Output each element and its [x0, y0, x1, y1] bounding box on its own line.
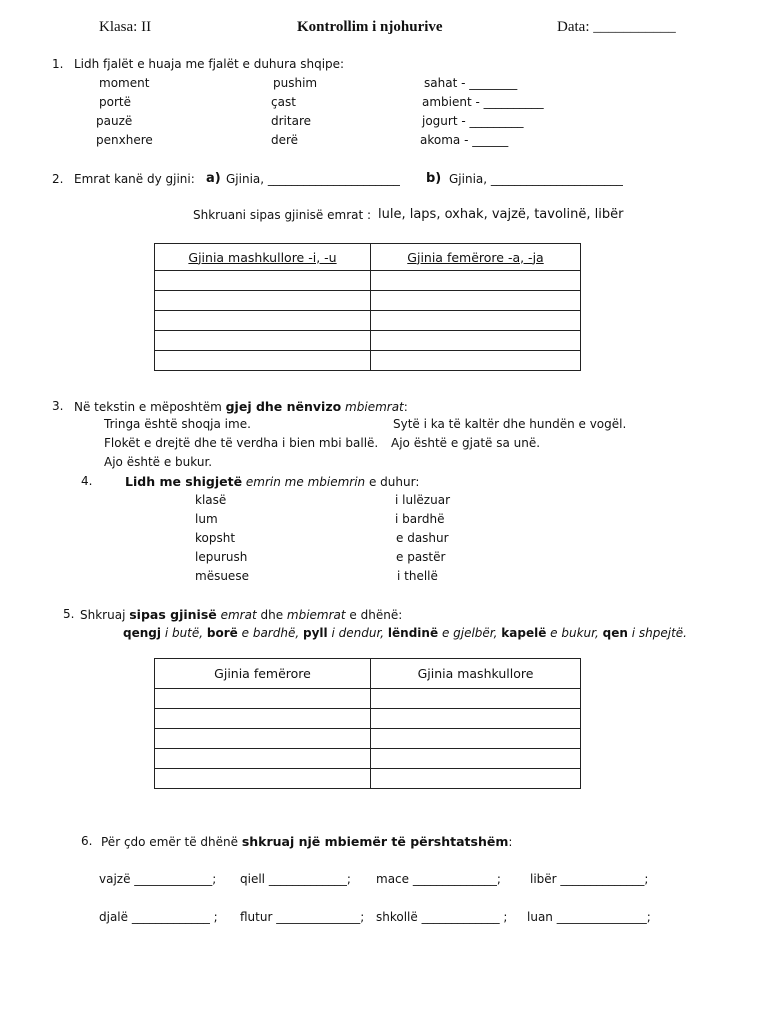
q4-noun: klasë — [195, 493, 227, 507]
q5-gender-table — [154, 658, 581, 789]
q3-number: 3. — [52, 399, 64, 413]
q1-word: pushim — [273, 76, 318, 90]
q2-a-blank[interactable]: Gjinia, ______________________ — [226, 172, 400, 186]
q5-adjective: i dendur, — [331, 626, 385, 640]
q3-text-line: Tringa është shoqja ime. — [104, 417, 251, 431]
q4-adjective: i bardhë — [395, 512, 445, 526]
q1-blank-line[interactable]: akoma - ______ — [420, 133, 509, 147]
answer-cell[interactable] — [371, 271, 581, 291]
answer-cell[interactable] — [371, 311, 581, 331]
table-row — [155, 331, 581, 351]
answer-cell[interactable] — [371, 351, 581, 371]
q2-number: 2. — [52, 172, 64, 186]
q1-word: derë — [271, 133, 299, 147]
page-title: Kontrollim i njohurive — [297, 19, 443, 35]
q6-blank[interactable]: djalë _____________ ; — [99, 910, 218, 924]
q3-text-line: Ajo është e gjatë sa unë. — [391, 436, 541, 450]
answer-cell[interactable] — [371, 331, 581, 351]
q6-blank[interactable]: libër ______________; — [530, 872, 649, 886]
q3-text-line: Sytë i ka të kaltër dhe hundën e vogël. — [393, 417, 627, 431]
table-row — [155, 769, 581, 789]
q2-header-feminine: Gjinia femërore -a, -ja — [371, 244, 581, 271]
table-row — [155, 351, 581, 371]
q1-word: çast — [271, 95, 296, 109]
q4-adjective: e pastër — [396, 550, 446, 564]
q4-adjective: i lulëzuar — [395, 493, 450, 507]
q4-noun: lepurush — [195, 550, 248, 564]
q6-blank[interactable]: luan _______________; — [527, 910, 651, 924]
q1-blank-line[interactable]: jogurt - _________ — [422, 114, 524, 128]
answer-cell[interactable] — [155, 769, 371, 789]
q5-prompt: Shkruaj sipas gjinisë emrat dhe mbiemrat e dhënë: — [80, 607, 403, 622]
q5-adjective: i butë, — [164, 626, 204, 640]
q5-word-list — [123, 626, 687, 640]
q4-adjective: i thellë — [397, 569, 438, 583]
q2-b-label: b) — [426, 171, 442, 186]
q3-prompt: Në tekstin e mëposhtëm gjej dhe nënvizo mbiemrat: — [74, 399, 408, 414]
q2-word-list: lule, laps, oxhak, vajzë, tavolinë, libër — [378, 207, 624, 222]
q1-word: pauzë — [96, 114, 133, 128]
table-row — [155, 749, 581, 769]
q5-noun: kapelë — [501, 626, 547, 640]
answer-cell[interactable] — [155, 749, 371, 769]
q5-noun: qen — [602, 626, 628, 640]
table-row — [155, 311, 581, 331]
q4-noun: kopsht — [195, 531, 236, 545]
answer-cell[interactable] — [371, 729, 581, 749]
answer-cell[interactable] — [371, 709, 581, 729]
answer-cell[interactable] — [371, 749, 581, 769]
q4-noun: lum — [195, 512, 218, 526]
q6-blank[interactable]: mace ______________; — [376, 872, 501, 886]
q5-noun: lëndinë — [387, 626, 439, 640]
q1-blank-line[interactable]: sahat - ________ — [424, 76, 518, 90]
q2-a-label: a) — [206, 171, 221, 186]
table-row — [155, 689, 581, 709]
q2-instruction: Shkruani sipas gjinisë emrat : — [193, 208, 372, 222]
table-row — [155, 271, 581, 291]
table-row — [155, 291, 581, 311]
q2-header-masculine: Gjinia mashkullore -i, -u — [155, 244, 371, 271]
answer-cell[interactable] — [155, 311, 371, 331]
q6-blank[interactable]: shkollë _____________ ; — [376, 910, 508, 924]
q1-prompt: Lidh fjalët e huaja me fjalët e duhura shqipe: — [74, 57, 345, 71]
q6-blank[interactable]: vajzë _____________; — [99, 872, 217, 886]
q5-noun: qengj — [123, 626, 161, 640]
answer-cell[interactable] — [155, 689, 371, 709]
class-label: Klasa: II — [99, 19, 152, 35]
table-row — [155, 729, 581, 749]
q5-adjective: e gjelbër, — [441, 626, 498, 640]
q2-prompt: Emrat kanë dy gjini: — [74, 172, 195, 186]
q1-word: portë — [99, 95, 131, 109]
q3-text-line: Flokët e drejtë dhe të verdha i bien mbi ballë. — [104, 436, 379, 450]
q6-blank[interactable]: qiell _____________; — [240, 872, 351, 886]
q1-word: penxhere — [96, 133, 153, 147]
answer-cell[interactable] — [155, 331, 371, 351]
q5-adjective: e bardhë, — [241, 626, 300, 640]
q4-noun: mësuese — [195, 569, 249, 583]
answer-cell[interactable] — [155, 351, 371, 371]
q5-header-masculine: Gjinia mashkullore — [371, 659, 581, 689]
q5-adjective: i shpejtë. — [631, 626, 687, 640]
q4-prompt: Lidh me shigjetë emrin me mbiemrin e duhur: — [125, 474, 420, 489]
q2-b-blank[interactable]: Gjinia, ______________________ — [449, 172, 623, 186]
q4-adjective: e dashur — [396, 531, 449, 545]
answer-cell[interactable] — [371, 769, 581, 789]
q1-number: 1. — [52, 57, 64, 71]
q6-prompt: Për çdo emër të dhënë shkruaj një mbiemër të përshtatshëm: — [101, 834, 513, 849]
answer-cell[interactable] — [155, 709, 371, 729]
q5-noun: pyll — [303, 626, 328, 640]
answer-cell[interactable] — [155, 291, 371, 311]
answer-cell[interactable] — [155, 271, 371, 291]
q6-blank[interactable]: flutur ______________; — [240, 910, 365, 924]
q2-gender-table — [154, 243, 581, 371]
answer-cell[interactable] — [371, 291, 581, 311]
q5-number: 5. — [63, 607, 75, 621]
q4-number: 4. — [81, 474, 93, 488]
q1-word: moment — [99, 76, 150, 90]
q1-blank-line[interactable]: ambient - __________ — [422, 95, 544, 109]
date-field: Data: ___________ — [557, 19, 676, 35]
q3-text-line: Ajo është e bukur. — [104, 455, 213, 469]
q1-word: dritare — [271, 114, 311, 128]
q6-number: 6. — [81, 834, 93, 848]
q5-noun: borë — [206, 626, 238, 640]
answer-cell[interactable] — [371, 689, 581, 709]
q5-header-feminine: Gjinia femërore — [155, 659, 371, 689]
table-row — [155, 709, 581, 729]
answer-cell[interactable] — [155, 729, 371, 749]
q5-adjective: e bukur, — [550, 626, 599, 640]
